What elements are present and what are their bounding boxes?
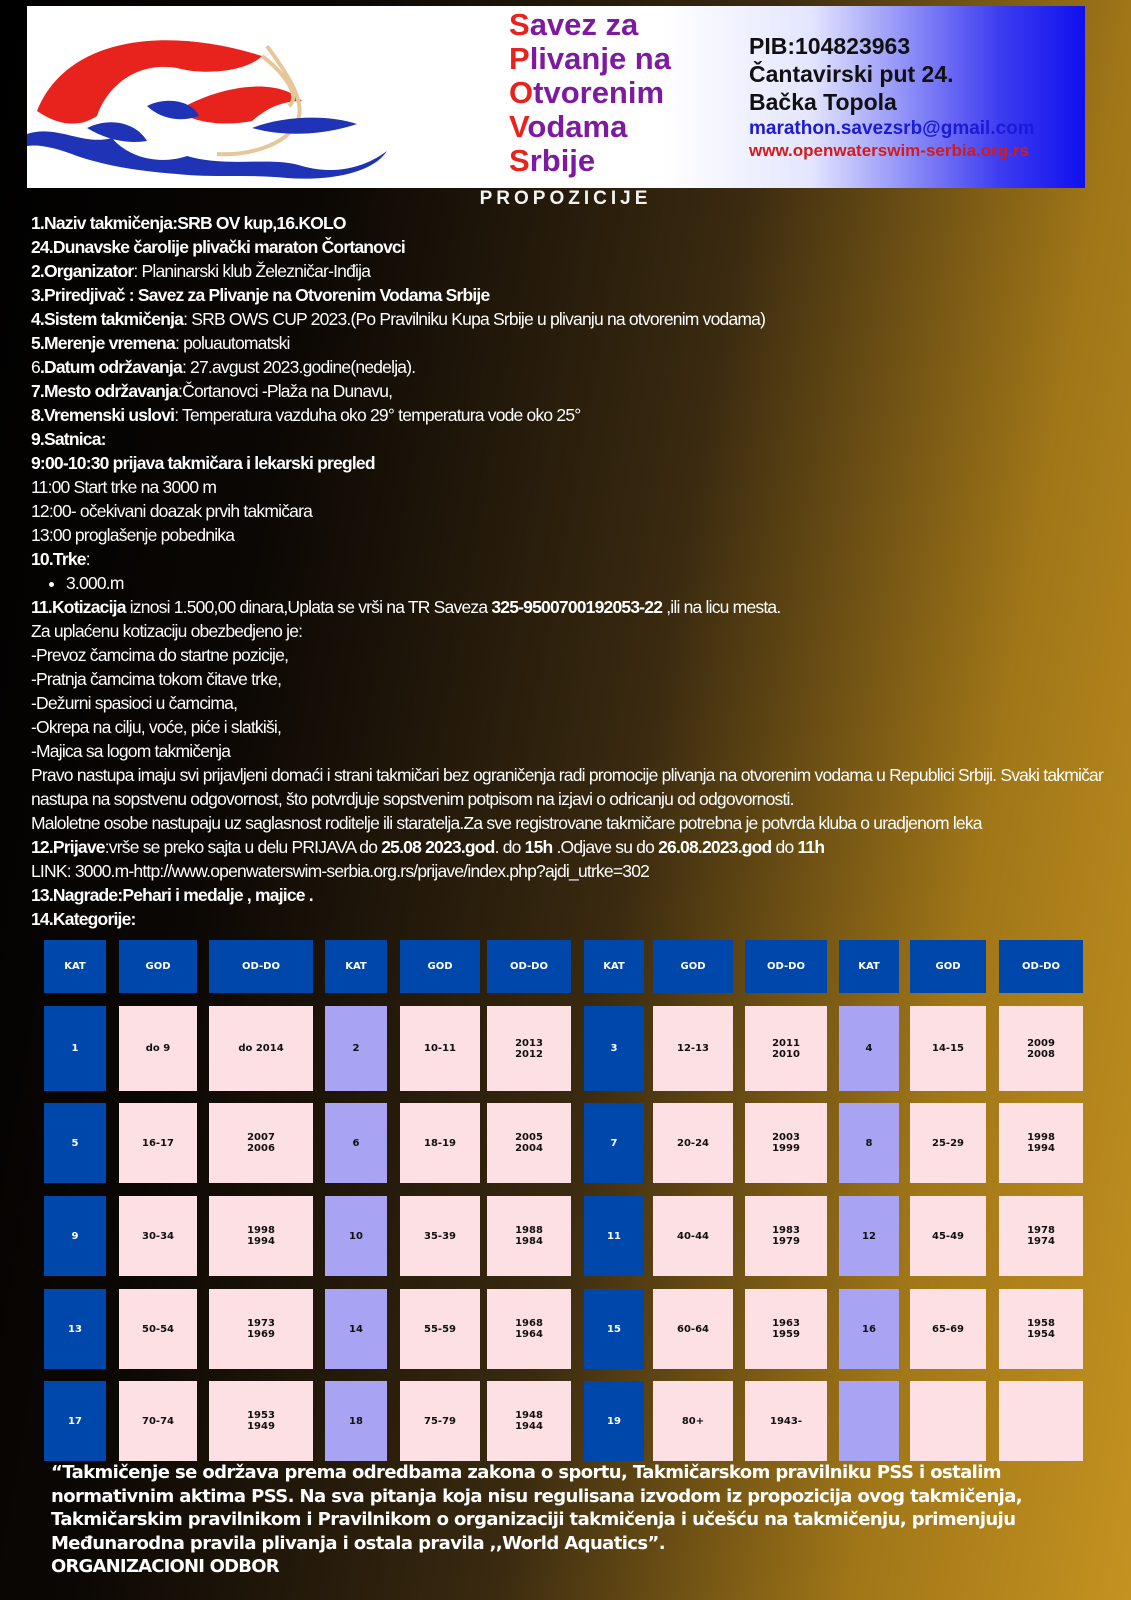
footer-note bbox=[51, 1461, 1111, 1579]
categories-heading: 14.Kategorije: bbox=[31, 909, 136, 929]
age-group: 14-15 bbox=[910, 1006, 986, 1091]
category-number: 1 bbox=[44, 1006, 106, 1091]
org-name-line: Savez za bbox=[509, 7, 639, 42]
category-number: 3 bbox=[584, 1006, 644, 1091]
age-group: 16-17 bbox=[119, 1103, 197, 1183]
date: 6.Datum održavanja: 27.avgust 2023.godine(nedelja). bbox=[31, 357, 416, 377]
category-number: 16 bbox=[839, 1289, 899, 1369]
eligibility-paragraph: Pravo nastupa imaju svi prijavljeni domaći i strani takmičari bez ograničenja radi promocije plivanja na otvorenim vodama u Republici Srbiji. Svaki takmičar nastupa na sopstvenu odgovornost, što potvrdjuje sopstvenim potpisom na izjavi o odricanju od odgovornosti. bbox=[31, 765, 1103, 809]
age-group: 25-29 bbox=[910, 1103, 986, 1183]
table-header-cell: GOD bbox=[910, 940, 986, 993]
street-address: Čantavirski put 24. bbox=[749, 61, 954, 87]
table-header-cell: GOD bbox=[119, 940, 197, 993]
birth-years: 2009 2008 bbox=[999, 1006, 1083, 1091]
age-group: 75-79 bbox=[400, 1381, 480, 1461]
birth-years: 1953 1949 bbox=[209, 1381, 313, 1461]
age-group: 40-44 bbox=[653, 1196, 733, 1276]
table-header-cell: OD-DO bbox=[745, 940, 827, 993]
category-number: 7 bbox=[584, 1103, 644, 1183]
awards: 13.Nagrade:Pehari i medalje , majice . bbox=[31, 885, 313, 905]
birth-years: 2003 1999 bbox=[745, 1103, 827, 1183]
category-number: 5 bbox=[44, 1103, 106, 1183]
schedule-item: 9:00-10:30 prijava takmičara i lekarski pregled bbox=[31, 453, 375, 473]
age-group: 30-34 bbox=[119, 1196, 197, 1276]
age-group bbox=[910, 1381, 986, 1461]
timing: 5.Merenje vremena: poluautomatski bbox=[31, 333, 290, 353]
org-name-line: Plivanje na bbox=[509, 41, 671, 76]
categories-table bbox=[44, 940, 1084, 1460]
birth-years: 2013 2012 bbox=[487, 1006, 571, 1091]
birth-years: 1963 1959 bbox=[745, 1289, 827, 1369]
table-header-cell: GOD bbox=[653, 940, 733, 993]
schedule-heading: 9.Satnica: bbox=[31, 429, 106, 449]
category-number: 19 bbox=[584, 1381, 644, 1461]
table-header-cell: KAT bbox=[325, 940, 387, 993]
fee-item: -Pratnja čamcima tokom čitave trke, bbox=[31, 669, 282, 689]
birth-years: 1968 1964 bbox=[487, 1289, 571, 1369]
category-number: 6 bbox=[325, 1103, 387, 1183]
organization-name bbox=[509, 8, 671, 178]
fee-includes: Za uplaćenu kotizaciju obezbedjeno je: bbox=[31, 621, 303, 641]
age-group: 20-24 bbox=[653, 1103, 733, 1183]
org-name-line: Srbije bbox=[509, 143, 596, 178]
schedule-item: 13:00 proglašenje pobednika bbox=[31, 525, 235, 545]
email-link[interactable]: marathon.savezsrb@gmail.com bbox=[749, 118, 1035, 139]
table-header-cell: OD-DO bbox=[209, 940, 313, 993]
competition-subtitle: 24.Dunavske čarolije plivački maraton Čortanovci bbox=[31, 237, 405, 257]
fee-item: -Okrepa na cilju, voće, piće i slatkiši, bbox=[31, 717, 282, 737]
fee-item: -Majica sa logom takmičenja bbox=[31, 741, 231, 761]
table-header-cell: KAT bbox=[44, 940, 106, 993]
website-link[interactable]: www.openwaterswim-serbia.org.rs bbox=[749, 141, 1029, 160]
birth-years: 1988 1984 bbox=[487, 1196, 571, 1276]
location: 7.Mesto održavanja:Čortanovci -Plaža na Dunavu, bbox=[31, 381, 393, 401]
registration: 12.Prijave:vrše se preko sajta u delu PRIJAVA do 25.08 2023.god. do 15h .Odjave su do 26.08.2023.god do 11h bbox=[31, 837, 825, 857]
letterhead bbox=[27, 6, 1085, 188]
category-number: 10 bbox=[325, 1196, 387, 1276]
category-number: 12 bbox=[839, 1196, 899, 1276]
category-number: 13 bbox=[44, 1289, 106, 1369]
signature: ORGANIZACIONI ODBOR bbox=[51, 1556, 279, 1577]
category-number: 17 bbox=[44, 1381, 106, 1461]
rules-statement: “Takmičenje se održava prema odredbama zakona o sportu, Takmičarskom pravilniku PSS i ostalim normativnim aktima PSS. Na sva pitanja koja nisu regulisana izvodom iz propozicija ovog takmičenja, Takmičarskim pravilnikom i Pravilnikom o organizaciji takmičenja i učešću na takmičenju, primenjuju Međunarodna pravila plivanja i ostala pravila ,,World Aquatics”. bbox=[51, 1462, 1023, 1554]
category-number bbox=[839, 1381, 899, 1461]
competition-name: 1.Naziv takmičenja:SRB OV kup,16.KOLO bbox=[31, 213, 346, 233]
entry-fee: 11.Kotizacija iznosi 1.500,00 dinara,Uplata se vrši na TR Saveza 325-9500700192053-22 ,ili na licu mesta. bbox=[31, 597, 781, 617]
birth-years: 1978 1974 bbox=[999, 1196, 1083, 1276]
host: 3.Priredjivač : Savez za Plivanje na Otvorenim Vodama Srbije bbox=[31, 285, 490, 305]
minors-note: Maloletne osobe nastupaju uz saglasnost roditelje ili staratelja.Za sve registrovane takmičare potrebna je potvrda kluba o uradjenom leka bbox=[31, 813, 982, 833]
age-group: 12-13 bbox=[653, 1006, 733, 1091]
city: Bačka Topola bbox=[749, 89, 897, 115]
age-group: 55-59 bbox=[400, 1289, 480, 1369]
category-number: 18 bbox=[325, 1381, 387, 1461]
birth-years: 1948 1944 bbox=[487, 1381, 571, 1461]
races-heading: 10.Trke: bbox=[31, 549, 90, 569]
age-group: 18-19 bbox=[400, 1103, 480, 1183]
race-list bbox=[31, 571, 1103, 595]
competition-system: 4.Sistem takmičenja: SRB OWS CUP 2023.(Po Pravilniku Kupa Srbije u plivanju na otvorenim vodama) bbox=[31, 309, 766, 329]
birth-years: 2005 2004 bbox=[487, 1103, 571, 1183]
age-group: 45-49 bbox=[910, 1196, 986, 1276]
table-header-cell: OD-DO bbox=[999, 940, 1083, 993]
birth-years bbox=[999, 1381, 1083, 1461]
birth-years: do 2014 bbox=[209, 1006, 313, 1091]
table-header-cell: KAT bbox=[584, 940, 644, 993]
birth-years: 1983 1979 bbox=[745, 1196, 827, 1276]
age-group: 10-11 bbox=[400, 1006, 480, 1091]
birth-years: 1998 1994 bbox=[999, 1103, 1083, 1183]
age-group: 35-39 bbox=[400, 1196, 480, 1276]
schedule-item: 12:00- očekivani doazak prvih takmičara bbox=[31, 501, 313, 521]
schedule-item: 11:00 Start trke na 3000 m bbox=[31, 477, 217, 497]
age-group: 50-54 bbox=[119, 1289, 197, 1369]
category-number: 9 bbox=[44, 1196, 106, 1276]
birth-years: 1943- bbox=[745, 1381, 827, 1461]
swimmer-logo-icon bbox=[27, 16, 397, 181]
category-number: 8 bbox=[839, 1103, 899, 1183]
birth-years: 2011 2010 bbox=[745, 1006, 827, 1091]
table-header-cell: GOD bbox=[400, 940, 480, 993]
category-number: 14 bbox=[325, 1289, 387, 1369]
org-name-line: Otvorenim bbox=[509, 75, 665, 110]
weather: 8.Vremenski uslovi: Temperatura vazduha oko 29° temperatura vode oko 25° bbox=[31, 405, 581, 425]
birth-years: 2007 2006 bbox=[209, 1103, 313, 1183]
age-group: 60-64 bbox=[653, 1289, 733, 1369]
contact-block bbox=[749, 32, 1035, 162]
organizer: 2.Organizator: Planinarski klub Železničar-Inđija bbox=[31, 261, 371, 281]
age-group: 70-74 bbox=[119, 1381, 197, 1461]
age-group: 65-69 bbox=[910, 1289, 986, 1369]
age-group: 80+ bbox=[653, 1381, 733, 1461]
fee-item: -Dežurni spasioci u čamcima, bbox=[31, 693, 238, 713]
category-number: 4 bbox=[839, 1006, 899, 1091]
age-group: do 9 bbox=[119, 1006, 197, 1091]
pib: PIB:104823963 bbox=[749, 33, 911, 59]
page-title: PROPOZICIJE bbox=[479, 188, 652, 209]
org-name-line: Vodama bbox=[509, 109, 628, 144]
category-number: 11 bbox=[584, 1196, 644, 1276]
category-number: 2 bbox=[325, 1006, 387, 1091]
birth-years: 1998 1994 bbox=[209, 1196, 313, 1276]
fee-item: -Prevoz čamcima do startne pozicije, bbox=[31, 645, 289, 665]
table-header-cell: KAT bbox=[839, 940, 899, 993]
table-header-cell: OD-DO bbox=[487, 940, 571, 993]
birth-years: 1958 1954 bbox=[999, 1289, 1083, 1369]
category-number: 15 bbox=[584, 1289, 644, 1369]
list-item: • 3.000.m bbox=[66, 571, 1103, 595]
propositions-body bbox=[31, 211, 1103, 931]
registration-link[interactable]: LINK: 3000.m-http://www.openwaterswim-serbia.org.rs/prijave/index.php?ajdi_utrke=302 bbox=[31, 861, 650, 881]
birth-years: 1973 1969 bbox=[209, 1289, 313, 1369]
